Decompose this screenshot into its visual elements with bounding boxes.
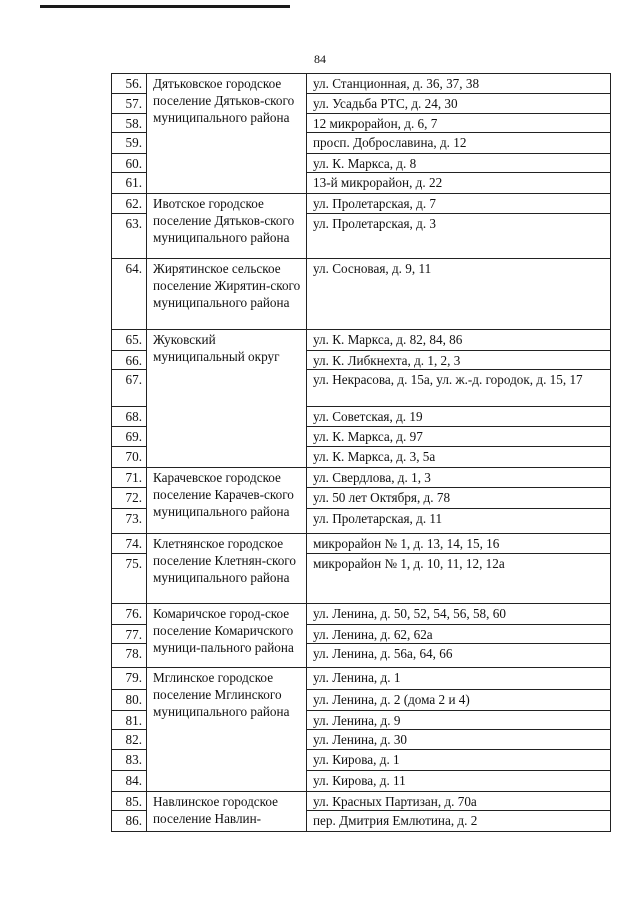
address-cell: ул. Кирова, д. 1 [307,750,611,771]
address-cell: ул. Ленина, д. 1 [307,668,611,690]
table-row [112,604,611,625]
address-cell: ул. Некрасова, д. 15а, ул. ж.-д. городок, д. 15, 17 [307,370,611,407]
address-cell: ул. Пролетарская, д. 7 [307,194,611,214]
row-number: 80. [112,690,147,711]
address-cell: ул. Свердлова, д. 1, 3 [307,468,611,488]
address-cell: ул. Ленина, д. 30 [307,730,611,750]
address-cell: ул. Ленина, д. 56а, 64, 66 [307,644,611,668]
table-row [112,330,611,351]
row-number: 74. [112,534,147,554]
row-number: 62. [112,194,147,214]
address-cell: ул. Станционная, д. 36, 37, 38 [307,74,611,94]
row-number: 57. [112,94,147,114]
table-row [112,468,611,488]
row-number: 76. [112,604,147,625]
municipality-name: Ивотское городское поселение Дятьков-ского муниципального района [153,196,295,245]
row-number: 60. [112,154,147,173]
address-cell: ул. Сосновая, д. 9, 11 [307,259,611,330]
address-cell: ул. 50 лет Октября, д. 78 [307,488,611,509]
address-cell: ул. К. Либкнехта, д. 1, 2, 3 [307,351,611,370]
row-number: 64. [112,259,147,330]
row-number: 83. [112,750,147,771]
row-number: 66. [112,351,147,370]
address-cell: ул. К. Маркса, д. 82, 84, 86 [307,330,611,351]
table-row [112,792,611,811]
address-cell: ул. Советская, д. 19 [307,407,611,427]
table-row [112,259,611,330]
row-number: 67. [112,370,147,407]
table-row [112,74,611,94]
municipality-cell [147,668,307,792]
row-number: 72. [112,488,147,509]
municipality-cell [147,74,307,194]
municipality-name: Навлинское городское поселение Навлин- [153,794,279,826]
municipality-name: Жуковский муниципальный округ [153,332,280,364]
municipality-cell [147,330,307,468]
row-number: 65. [112,330,147,351]
municipality-cell [147,259,307,330]
municipality-name: Клетнянское городское поселение Клетнян-ского муниципального района [153,536,296,585]
top-rule [40,5,290,8]
row-number: 71. [112,468,147,488]
table-row [112,668,611,690]
row-number: 82. [112,730,147,750]
address-cell: ул. Кирова, д. 11 [307,771,611,792]
address-cell: ул. Ленина, д. 9 [307,711,611,730]
address-cell: 12 микрорайон, д. 6, 7 [307,114,611,133]
table-row [112,194,611,214]
row-number: 86. [112,811,147,832]
municipality-name: Мглинское городское поселение Мглинского муниципального района [153,670,290,719]
address-cell: микрорайон № 1, д. 10, 11, 12, 12а [307,554,611,604]
row-number: 81. [112,711,147,730]
address-cell: ул. Ленина, д. 62, 62а [307,625,611,644]
address-cell: пер. Дмитрия Емлютина, д. 2 [307,811,611,832]
address-cell: ул. Красных Партизан, д. 70а [307,792,611,811]
municipality-name: Жирятинское сельское поселение Жирятин-ского муниципального района [153,261,301,310]
address-cell: ул. Ленина, д. 2 (дома 2 и 4) [307,690,611,711]
address-cell: просп. Доброславина, д. 12 [307,133,611,154]
row-number: 68. [112,407,147,427]
address-cell: ул. Пролетарская, д. 3 [307,214,611,259]
page-number: 84 [314,52,326,66]
table-row [112,534,611,554]
row-number: 56. [112,74,147,94]
row-number: 79. [112,668,147,690]
row-number: 84. [112,771,147,792]
row-number: 63. [112,214,147,259]
register-table [111,73,611,832]
address-cell: ул. К. Маркса, д. 3, 5а [307,447,611,468]
municipality-cell [147,792,307,832]
municipality-name: Карачевское городское поселение Карачев-ского муниципального района [153,470,294,519]
address-cell: микрорайон № 1, д. 13, 14, 15, 16 [307,534,611,554]
row-number: 73. [112,509,147,534]
row-number: 77. [112,625,147,644]
municipality-cell [147,468,307,534]
address-cell: ул. Усадьба РТС, д. 24, 30 [307,94,611,114]
row-number: 75. [112,554,147,604]
municipality-cell [147,534,307,604]
row-number: 58. [112,114,147,133]
row-number: 78. [112,644,147,668]
row-number: 61. [112,173,147,194]
row-number: 70. [112,447,147,468]
row-number: 59. [112,133,147,154]
municipality-name: Дятьковское городское поселение Дятьков-ского муниципального района [153,76,295,125]
address-cell: ул. К. Маркса, д. 97 [307,427,611,447]
row-number: 69. [112,427,147,447]
municipality-name: Комаричское город-ское поселение Комаричского муници-пального района [153,606,294,655]
row-number: 85. [112,792,147,811]
address-cell: ул. К. Маркса, д. 8 [307,154,611,173]
address-cell: ул. Ленина, д. 50, 52, 54, 56, 58, 60 [307,604,611,625]
address-cell: ул. Пролетарская, д. 11 [307,509,611,534]
municipality-cell [147,194,307,259]
address-cell: 13-й микрорайон, д. 22 [307,173,611,194]
municipality-cell [147,604,307,668]
